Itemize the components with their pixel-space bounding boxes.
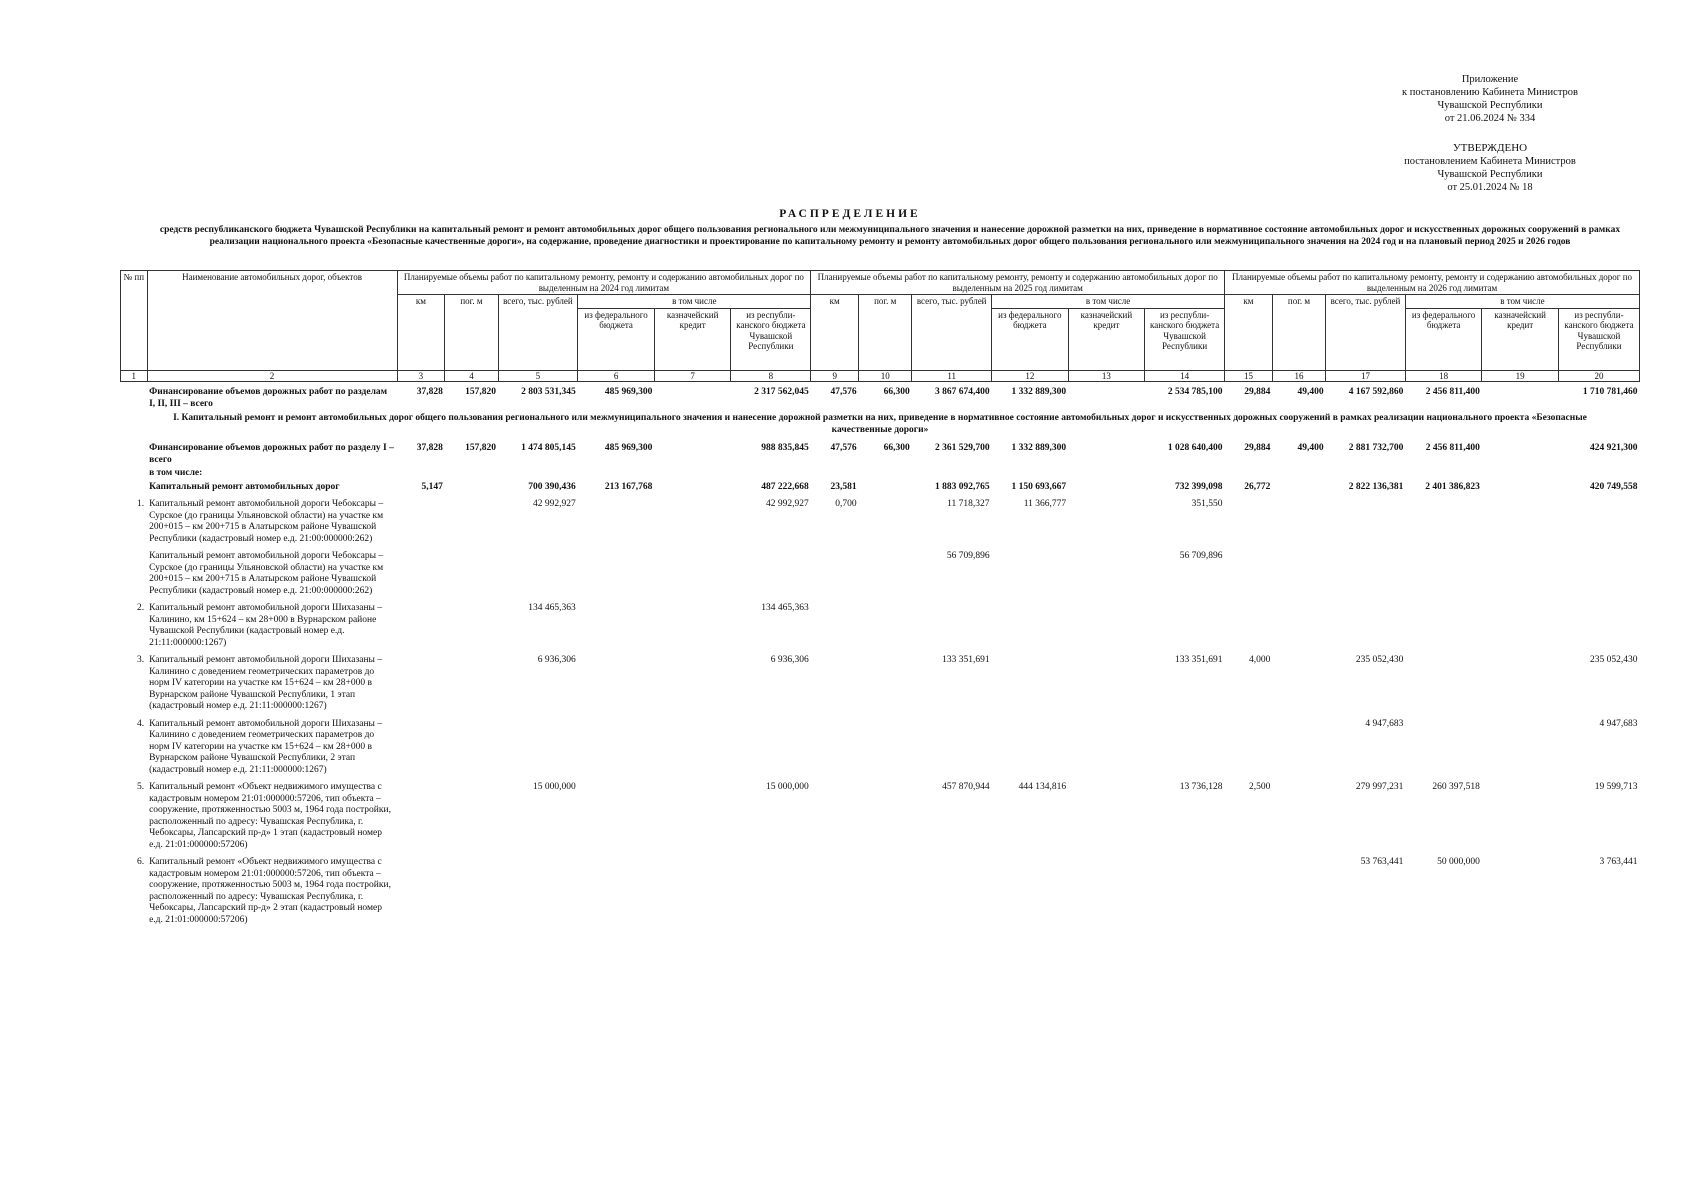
row-value: 1 883 092,765 — [934, 481, 990, 492]
row-value — [654, 598, 731, 650]
row-value — [859, 546, 912, 598]
row-value: 485 969,300 — [604, 387, 653, 397]
row-value: 11 718,327 — [947, 499, 990, 509]
row-value: 29,884 — [1244, 443, 1271, 453]
header-federal: из федерального бюджета — [992, 308, 1069, 370]
row-value — [1558, 467, 1639, 481]
row-value: 53 763,441 — [1360, 857, 1404, 867]
row-value: 23,581 — [830, 481, 857, 492]
row-value — [1225, 852, 1273, 927]
row-value — [1482, 650, 1559, 714]
row-value: 279 997,231 — [1355, 782, 1404, 792]
column-number: 17 — [1326, 370, 1406, 382]
row-value — [1482, 852, 1559, 927]
row-value: 235 052,430 — [1590, 655, 1638, 665]
row-value: 37,828 — [416, 387, 443, 397]
table-row — [121, 546, 1640, 598]
row-value: 2 361 529,700 — [934, 443, 990, 453]
row-value — [397, 546, 445, 598]
header-pog: пог. м — [445, 295, 498, 371]
header-year-2025: Планируемые объемы работ по капитальному ремонту, ремонту и содержанию автомобильных дорог по выделенным на 2025 год лимитам — [811, 271, 1225, 295]
row-value: 29,884 — [1244, 387, 1271, 397]
row-value — [912, 852, 992, 927]
row-value — [445, 467, 498, 481]
column-number: 8 — [731, 370, 811, 382]
row-value — [1272, 714, 1325, 778]
row-value — [1482, 382, 1559, 412]
row-value: 134 465,363 — [761, 603, 809, 613]
row-value — [859, 467, 912, 481]
row-value — [1145, 714, 1225, 778]
row-value — [1272, 598, 1325, 650]
row-value — [1326, 598, 1406, 650]
row-value: 134 465,363 — [528, 603, 576, 613]
row-value: 26,772 — [1244, 481, 1271, 492]
row-value: 2 881 732,700 — [1348, 443, 1404, 453]
row-name: Капитальный ремонт автомобильной дороги Чебоксары – Сурское (до границы Ульяновской области) на участке км 200+015 – км 200+715 в Алатырском районе Чувашской Республики (кадастровый номер е.д. 21:00:000000:262) — [149, 499, 384, 544]
table-row — [121, 598, 1640, 650]
row-name: Капитальный ремонт «Объект недвижимого имущества с кадастровым номером 21:01:000000:57206, тип объекта – сооружение, протяженностью 5003 м, 1964 года постройки, расположенный по адресу: Чувашская Республика, г. Чебоксары, Лапсарский пр-д» 1 этап (кадастровый номер е.д. 21:01:000000:57206) — [149, 782, 391, 850]
header-km: км — [397, 295, 445, 371]
row-value — [811, 714, 859, 778]
row-value — [1405, 546, 1482, 598]
table-row — [121, 714, 1640, 778]
row-value: 1 474 805,145 — [521, 443, 576, 453]
row-value — [859, 494, 912, 546]
row-value: 42 992,927 — [533, 499, 576, 509]
column-number: 18 — [1405, 370, 1482, 382]
row-value — [445, 598, 498, 650]
row-value: 133 351,691 — [1175, 655, 1223, 665]
row-value — [578, 546, 655, 598]
row-name: Капитальный ремонт «Объект недвижимого имущества с кадастровым номером 21:01:000000:57206, тип объекта – сооружение, протяженностью 5003 м, 1964 года постройки, расположенный по адресу: Чувашская Республика, г. Чебоксары, Лапсарский пр-д» 2 этап (кадастровый номер е.д. 21:01:000000:57206) — [149, 857, 391, 925]
row-value — [912, 714, 992, 778]
row-value — [992, 598, 1069, 650]
row-value: 49,400 — [1297, 387, 1324, 397]
row-value — [445, 494, 498, 546]
row-value: 37,828 — [416, 443, 443, 453]
row-value — [578, 852, 655, 927]
row-value — [498, 714, 578, 778]
row-value — [578, 467, 655, 481]
row-value: 49,400 — [1297, 443, 1324, 453]
row-value — [1482, 481, 1559, 495]
row-value — [1482, 494, 1559, 546]
row-value — [654, 777, 731, 852]
row-value: 457 870,944 — [942, 782, 990, 792]
row-index — [121, 481, 148, 495]
row-value — [1482, 467, 1559, 481]
row-value: 5,147 — [421, 481, 443, 492]
row-value: 732 399,098 — [1175, 481, 1223, 492]
row-value — [654, 467, 731, 481]
row-value: 351,550 — [1191, 499, 1223, 509]
section-title: I. Капитальный ремонт и ремонт автомобильных дорог общего пользования регионального или межмуниципального значения и нанесение дорожной разметки на них, приведение в нормативное состояние автомобильных дорог и искусственных дорожных сооружений в рамках реализации национального проекта «Безопасные качественные дороги» — [173, 413, 1587, 435]
row-value: 235 052,430 — [1355, 655, 1404, 665]
row-value: 157,820 — [465, 443, 497, 453]
header-km: км — [811, 295, 859, 371]
header-federal: из федерального бюджета — [578, 308, 655, 370]
appendix-block — [1390, 73, 1590, 125]
column-number: 1 — [121, 370, 148, 382]
row-value — [1326, 494, 1406, 546]
row-value — [811, 852, 859, 927]
row-value — [859, 598, 912, 650]
row-value — [992, 650, 1069, 714]
row-value — [992, 714, 1069, 778]
row-value — [731, 714, 811, 778]
appendix-line: от 21.06.2024 № 334 — [1444, 113, 1536, 124]
row-value — [1068, 650, 1145, 714]
row-value — [1482, 598, 1559, 650]
row-value — [1068, 382, 1145, 412]
header-including: в том числе — [992, 295, 1225, 309]
header-treasury: казначейский кредит — [1068, 308, 1145, 370]
approved-line: УТВЕРЖДЕНО — [1452, 142, 1528, 154]
row-value — [811, 598, 859, 650]
row-value — [1405, 650, 1482, 714]
row-value — [1405, 467, 1482, 481]
row-value: 56 709,896 — [946, 551, 990, 561]
row-value — [859, 852, 912, 927]
row-value: 15 000,000 — [533, 782, 576, 792]
row-value — [1558, 494, 1639, 546]
table-row — [121, 852, 1640, 927]
row-value — [1068, 481, 1145, 495]
row-value: 213 167,768 — [604, 481, 653, 492]
table-row — [121, 494, 1640, 546]
column-number: 11 — [912, 370, 992, 382]
header-including: в том числе — [1405, 295, 1639, 309]
row-value — [1145, 467, 1225, 481]
column-number: 15 — [1225, 370, 1273, 382]
row-value — [1068, 777, 1145, 852]
row-value — [731, 852, 811, 927]
row-value — [1558, 598, 1639, 650]
table-row — [121, 467, 1640, 481]
header-km: км — [1225, 295, 1273, 371]
row-value — [1482, 546, 1559, 598]
document-title: РАСПРЕДЕЛЕНИЕ — [779, 208, 921, 220]
table-row — [121, 382, 1640, 412]
row-value — [912, 467, 992, 481]
row-name: Финансирование объемов дорожных работ по разделам I, II, III – всего — [149, 387, 388, 409]
row-value — [578, 494, 655, 546]
row-name: Капитальный ремонт автомобильной дороги Чебоксары – Сурское (до границы Ульяновской области) на участке км 200+015 – км 200+715 в Алатырском районе Чувашской Республики (кадастровый номер е.д. 21:00:000000:262) — [149, 551, 384, 596]
row-value — [1068, 546, 1145, 598]
row-value: 485 969,300 — [604, 443, 653, 453]
row-value — [992, 546, 1069, 598]
row-value — [1272, 852, 1325, 927]
row-name: Капитальный ремонт автомобильной дороги Шихазаны – Калинино с доведением геометрических параметров до норм IV категории на участке км 15+624 – км 28+000 в Вурнарском районе Чувашской Республики, 2 этап (кадастровый номер е.д. 21:11:000000:1267) — [149, 718, 383, 775]
header-year-2026: Планируемые объемы работ по капитальному ремонту, ремонту и содержанию автомобильных дорог по выделенным на 2026 год лимитам — [1225, 271, 1640, 295]
column-number: 6 — [578, 370, 655, 382]
row-value: 2 401 386,823 — [1425, 481, 1480, 492]
row-value: 1 710 781,460 — [1582, 387, 1638, 397]
row-value: 260 397,518 — [1432, 782, 1480, 792]
row-value: 4,000 — [1249, 655, 1271, 665]
row-value — [811, 546, 859, 598]
row-value: 2 803 531,345 — [521, 387, 576, 397]
row-value: 0,700 — [835, 499, 857, 509]
row-value — [1405, 598, 1482, 650]
header-year-2024: Планируемые объемы работ по капитальному ремонту, ремонту и содержанию автомобильных дорог по выделенным на 2024 год лимитам — [397, 271, 811, 295]
approved-line: постановлением Кабинета Министров — [1404, 156, 1576, 167]
row-value — [859, 481, 912, 495]
row-index: 2. — [136, 603, 145, 613]
row-value: 4 947,683 — [1599, 718, 1638, 729]
row-value: 3 763,441 — [1599, 857, 1638, 867]
row-value — [1326, 467, 1406, 481]
row-index: 3. — [136, 655, 145, 665]
table-row — [121, 481, 1640, 495]
row-value — [397, 467, 445, 481]
row-value: 988 835,845 — [761, 443, 809, 453]
row-value: 66,300 — [883, 387, 910, 397]
row-value: 19 599,713 — [1594, 782, 1638, 792]
row-value — [1068, 467, 1145, 481]
row-value: 1 028 640,400 — [1167, 443, 1223, 453]
column-numbers-row — [121, 370, 1640, 382]
row-value — [654, 382, 731, 412]
row-name: в том числе: — [149, 468, 203, 478]
row-value — [445, 714, 498, 778]
row-value — [498, 467, 578, 481]
header-treasury: казначейский кредит — [654, 308, 731, 370]
row-value: 2,500 — [1249, 782, 1271, 792]
row-name: Капитальный ремонт автомобильной дороги Шихазаны – Калинино с доведением геометрических параметров до норм IV категории на участке км 15+624 – км 28+000 в Вурнарском районе Чувашской Республики, 1 этап (кадастровый номер е.д. 21:11:000000:1267) — [149, 655, 383, 711]
row-index: 1. — [136, 499, 145, 509]
header-total: всего, тыс. рублей — [498, 295, 578, 371]
row-value: 157,820 — [465, 387, 497, 397]
header-pog: пог. м — [859, 295, 912, 371]
row-index — [121, 438, 148, 467]
row-value — [811, 650, 859, 714]
row-value: 133 351,691 — [942, 655, 990, 665]
row-value — [1225, 467, 1273, 481]
row-value — [1405, 714, 1482, 778]
row-value — [654, 481, 731, 495]
appendix-line: к постановлению Кабинета Министров — [1402, 87, 1578, 98]
row-value: 66,300 — [883, 443, 910, 453]
row-value — [731, 467, 811, 481]
row-value — [1272, 494, 1325, 546]
appendix-line: Чувашской Республики — [1437, 100, 1543, 111]
table-body — [121, 382, 1640, 928]
row-value — [1225, 494, 1273, 546]
row-value — [1068, 438, 1145, 467]
row-value — [1482, 714, 1559, 778]
column-number: 9 — [811, 370, 859, 382]
row-name: Финансирование объемов дорожных работ по разделу I – всего — [149, 443, 394, 465]
row-name: Капитальный ремонт автомобильной дороги Шихазаны – Калинино, км 15+624 – км 28+000 в Вурнарском районе Чувашской Республики (кадастровый номер е.д. 21:11:000000:1267) — [149, 603, 383, 648]
row-value — [1225, 546, 1273, 598]
header-treasury: казначейский кредит — [1482, 308, 1559, 370]
row-value: 1 332 889,300 — [1011, 443, 1067, 453]
row-value — [498, 546, 578, 598]
row-value — [1068, 714, 1145, 778]
row-value: 6 936,306 — [537, 655, 576, 665]
row-value — [859, 650, 912, 714]
distribution-table — [120, 270, 1640, 927]
row-value — [654, 650, 731, 714]
column-number: 2 — [147, 370, 397, 382]
row-value — [445, 777, 498, 852]
row-index — [121, 382, 148, 412]
approved-line: от 25.01.2024 № 18 — [1447, 182, 1533, 193]
row-value — [578, 598, 655, 650]
row-value — [859, 714, 912, 778]
row-value: 3 867 674,400 — [934, 387, 990, 397]
row-value: 2 822 136,381 — [1348, 481, 1404, 492]
row-value — [1225, 714, 1273, 778]
column-number: 10 — [859, 370, 912, 382]
row-value — [397, 777, 445, 852]
column-number: 4 — [445, 370, 498, 382]
row-value — [1482, 438, 1559, 467]
row-value — [654, 714, 731, 778]
row-value: 2 317 562,045 — [754, 387, 809, 397]
row-value — [654, 852, 731, 927]
row-value — [1225, 598, 1273, 650]
row-value — [397, 852, 445, 927]
section-row — [121, 411, 1640, 438]
row-value — [1272, 546, 1325, 598]
row-value — [1482, 777, 1559, 852]
row-index: 4. — [136, 718, 145, 729]
row-value: 47,576 — [830, 387, 857, 397]
row-index — [121, 546, 148, 598]
row-index — [121, 467, 148, 481]
row-value — [445, 852, 498, 927]
approved-block — [1390, 142, 1590, 194]
row-value: 47,576 — [830, 443, 857, 453]
row-value — [1272, 650, 1325, 714]
header-name: Наименование автомобильных дорог, объектов — [147, 271, 397, 371]
row-value: 11 366,777 — [1023, 499, 1067, 509]
table-row — [121, 438, 1640, 467]
approved-line: Чувашской Республики — [1437, 169, 1543, 180]
row-value — [1068, 852, 1145, 927]
column-number: 13 — [1068, 370, 1145, 382]
column-number: 20 — [1558, 370, 1639, 382]
row-value: 4 167 592,860 — [1348, 387, 1404, 397]
row-value: 1 332 889,300 — [1011, 387, 1067, 397]
row-value: 4 947,683 — [1365, 718, 1404, 729]
header-including: в том числе — [578, 295, 811, 309]
row-value — [1145, 852, 1225, 927]
column-number: 3 — [397, 370, 445, 382]
row-value: 15 000,000 — [766, 782, 809, 792]
header-total: всего, тыс. рублей — [1326, 295, 1406, 371]
row-value — [654, 438, 731, 467]
header-federal: из федерального бюджета — [1405, 308, 1482, 370]
row-value: 420 749,558 — [1590, 481, 1638, 492]
row-value: 42 992,927 — [766, 499, 809, 509]
row-name: Капитальный ремонт автомобильных дорог — [149, 481, 340, 492]
header-republic: из республи-канского бюджета Чувашской Республики — [731, 308, 811, 370]
row-value — [859, 777, 912, 852]
row-value — [992, 467, 1069, 481]
column-number: 19 — [1482, 370, 1559, 382]
row-value: 424 921,300 — [1590, 443, 1638, 453]
table-row — [121, 650, 1640, 714]
row-value — [445, 650, 498, 714]
row-value — [811, 777, 859, 852]
row-value — [731, 546, 811, 598]
header-pog: пог. м — [1272, 295, 1325, 371]
row-value — [1326, 546, 1406, 598]
row-value: 2 456 811,400 — [1425, 443, 1480, 453]
appendix-line: Приложение — [1461, 74, 1519, 85]
row-value — [811, 467, 859, 481]
row-value: 6 936,306 — [770, 655, 809, 665]
row-value: 50 000,000 — [1437, 857, 1480, 867]
row-value — [397, 650, 445, 714]
row-value — [397, 494, 445, 546]
row-value — [1272, 467, 1325, 481]
document-subtitle: средств республиканского бюджета Чувашской Республики на капитальный ремонт и ремонт автомобильных дорог общего пользования регионального или межмуниципального значения и нанесение дорожной разметки на них, приведение в нормативное состояние автомобильных дорог и искусственных дорожных сооружений в рамках реализации национального проекта «Безопасные качественные дороги», на содержание, проведение диагностики и проектирование по капитальному ремонту и ремонту автомобильных дорог общего пользования регионального или межмуниципального значения на 2024 год и на плановый период 2025 и 2026 годов — [159, 225, 1621, 247]
column-number: 16 — [1272, 370, 1325, 382]
row-value — [397, 714, 445, 778]
table-row — [121, 777, 1640, 852]
row-value — [498, 852, 578, 927]
row-value — [578, 650, 655, 714]
row-value — [1272, 481, 1325, 495]
column-number: 12 — [992, 370, 1069, 382]
row-value — [1068, 598, 1145, 650]
row-value — [654, 494, 731, 546]
row-value: 487 222,668 — [761, 481, 809, 492]
column-number: 5 — [498, 370, 578, 382]
row-value: 56 709,896 — [1179, 551, 1223, 561]
header-republic: из республи-канского бюджета Чувашской Республики — [1558, 308, 1639, 370]
row-value: 13 736,128 — [1179, 782, 1223, 792]
row-value — [1272, 777, 1325, 852]
header-republic: из республи-канского бюджета Чувашской Республики — [1145, 308, 1225, 370]
row-value: 444 134,816 — [1018, 782, 1067, 792]
row-value — [578, 714, 655, 778]
row-value — [1558, 546, 1639, 598]
row-value: 1 150 693,667 — [1011, 481, 1067, 492]
row-value — [1068, 494, 1145, 546]
row-value — [578, 777, 655, 852]
row-value: 2 456 811,400 — [1425, 387, 1480, 397]
row-value — [654, 546, 731, 598]
row-value: 2 534 785,100 — [1167, 387, 1223, 397]
row-value — [397, 598, 445, 650]
header-total: всего, тыс. рублей — [912, 295, 992, 371]
row-value: 700 390,436 — [528, 481, 576, 492]
row-value — [445, 481, 498, 495]
row-value — [992, 852, 1069, 927]
row-index: 5. — [136, 782, 145, 792]
row-value — [1145, 598, 1225, 650]
row-index: 6. — [136, 857, 145, 867]
row-value — [1405, 494, 1482, 546]
row-value — [912, 598, 992, 650]
column-number: 14 — [1145, 370, 1225, 382]
column-number: 7 — [654, 370, 731, 382]
row-value — [445, 546, 498, 598]
header-no: № пп — [121, 271, 148, 371]
